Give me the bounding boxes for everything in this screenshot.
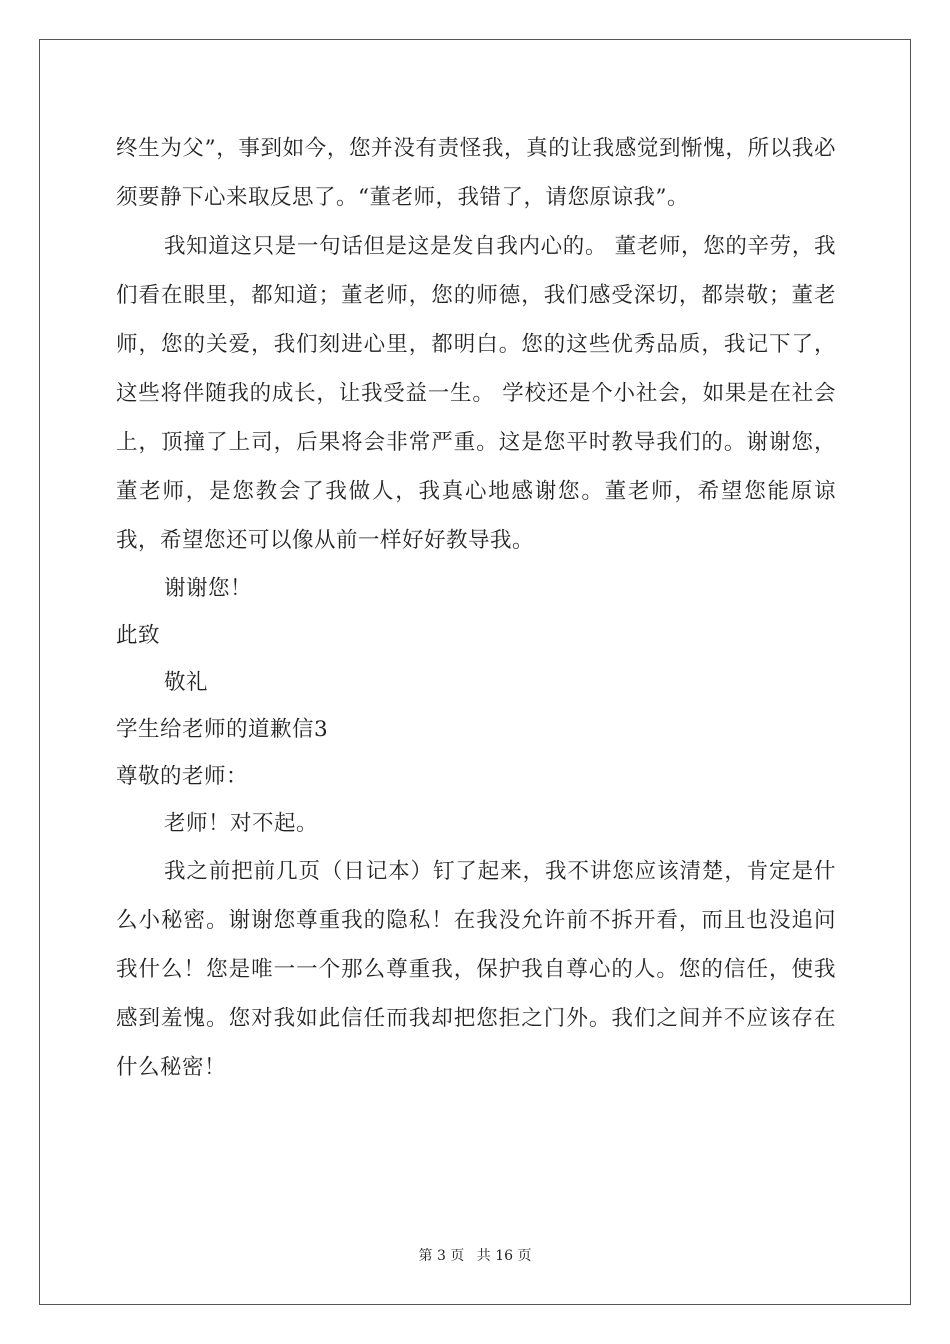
page-footer bbox=[0, 1245, 950, 1265]
page-total: 共 16 页 bbox=[476, 1248, 532, 1264]
page-number: 第 3 页 bbox=[418, 1248, 465, 1264]
document-body bbox=[116, 124, 836, 1092]
paragraph-apology: 老师！对不起。 bbox=[164, 811, 319, 836]
closing-regards: 敬礼 bbox=[164, 670, 209, 695]
paragraph-3: 我之前把前几页（日记本）钉了起来，我不讲您应该清楚，肯定是什么小秘密。谢谢您尊重我的隐私！在我没允许前不拆开看，而且也没追问我什么！您是唯一一个那么尊重我，保护我自尊心的人。您的信任，使我感到羞愧。您对我如此信任而我却把您拒之门外。我们之间并不应该存在什么秘密！ bbox=[116, 859, 836, 1080]
paragraph-1: 终生为父”，事到如今，您并没有责怪我，真的让我感觉到惭愧，所以我必须要静下心来取反思了。“董老师，我错了，请您原谅我”。 bbox=[116, 136, 836, 210]
letter-greeting: 尊敬的老师： bbox=[116, 764, 249, 789]
paragraph-2: 我知道这只是一句话但是这是发自我内心的。 董老师，您的辛劳，我们看在眼里，都知道；董老师，您的师德，我们感受深切，都崇敬；董老师，您的关爱，我们刻进心里，都明白。您的这些优秀品质，我记下了，这些将伴随我的成长，让我受益一生。 学校还是个小社会，如果是在社会上，顶撞了上司，后果将会非常严重。这是您平时教导我们的。谢谢您，董老师，是您教会了我做人，我真心地感谢您。董老师，希望您能原谅我，希望您还可以像从前一样好好教导我。 bbox=[116, 234, 836, 553]
paragraph-thanks: 谢谢您！ bbox=[164, 576, 253, 601]
closing-salutation: 此致 bbox=[116, 623, 161, 648]
letter-title: 学生给老师的道歉信3 bbox=[116, 717, 329, 742]
